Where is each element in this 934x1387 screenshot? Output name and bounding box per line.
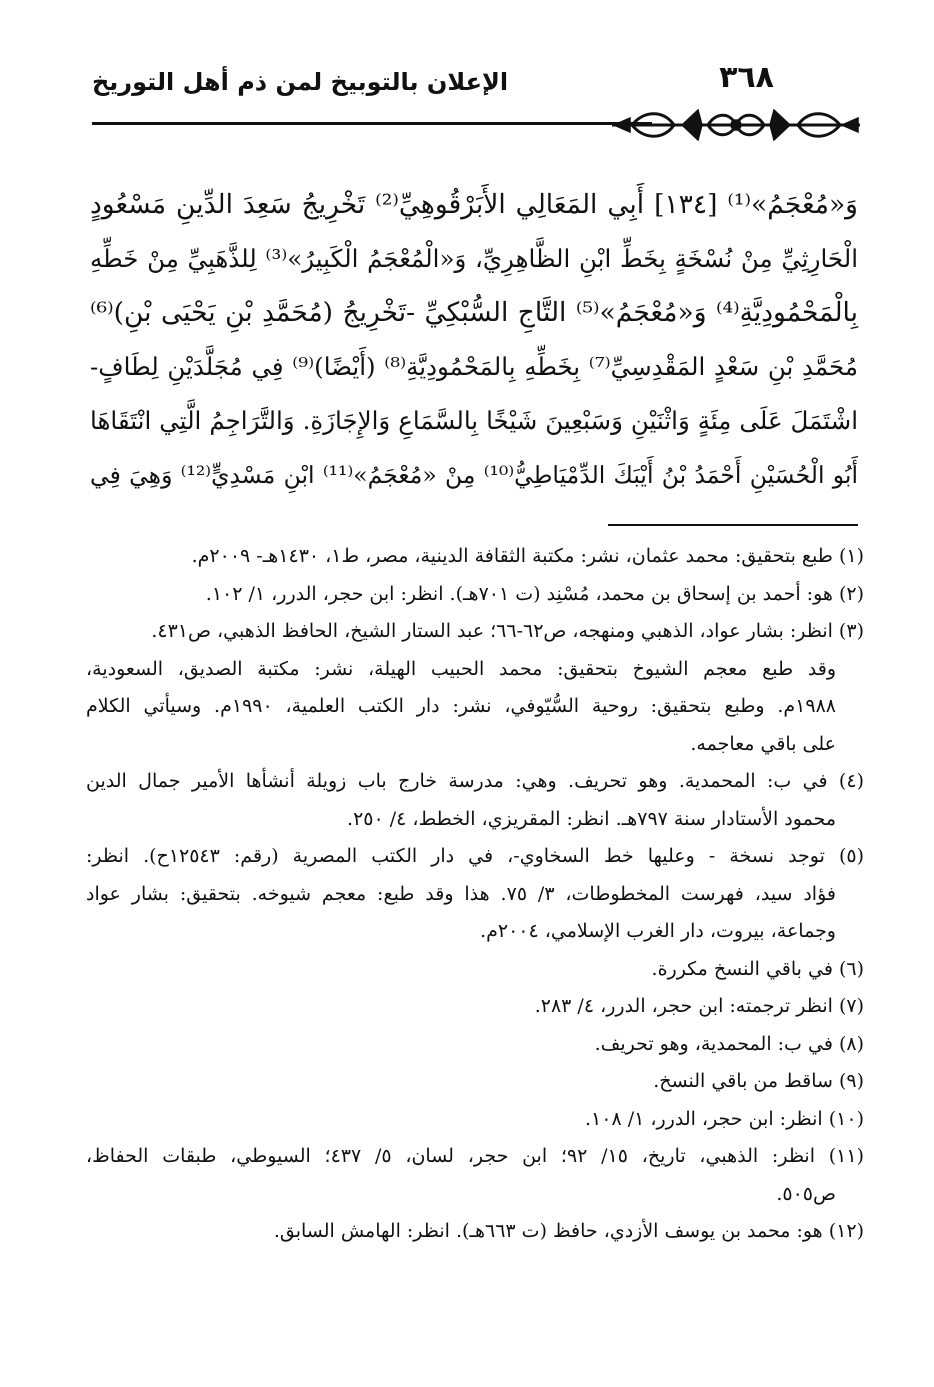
page-header	[92, 56, 774, 104]
footnote-line: وجماعة، بيروت، دار الغرب الإسلامي، ٢٠٠٤م.	[480, 920, 836, 942]
footnote-line: محمود الأستادار سنة ٧٩٧هـ. انظر: المقريزي، الخطط، ٤/ ٢٥٠.	[347, 807, 836, 830]
footnote-12	[86, 1213, 864, 1251]
main-text-line: مُحَمَّدِ بْنِ سَعْدٍ المَقْدِسِيِّ⁽⁷⁾ بِخَطِّهِ بِالمَحْمُودِيَّةِ⁽⁸⁾ (أَيْضًا)⁽⁹⁾ فِي مُجَلَّدَيْنِ لِطَافٍ-	[90, 352, 858, 381]
footnote-6	[86, 951, 864, 989]
main-text-line: وَ«مُعْجَمُ»⁽¹⁾ [١٣٤] أَبِي المَعَالِي الأَبَرْقُوهِيِّ⁽²⁾ تَخْرِيجُ سَعِدَ الدِّينِ مَسْعُودٍ	[90, 189, 858, 220]
main-text-line: اشْتَمَلَ عَلَى مِئَةٍ وَاثْنَيْنِ وَسَبْعِينَ شَيْخًا بِالسَّمَاعِ وَالإِجَازَةِ. وَالتَّرَاجِمُ الَّتِي انْتَقَاهَا	[90, 406, 858, 435]
footnote-line: فؤاد سيد، فهرست المخطوطات، ٣/ ٧٥. هذا وقد طبع: معجم شيوخه. بتحقيق: بشار عواد	[86, 882, 836, 905]
footnote-7	[86, 988, 864, 1026]
footnote-line: على باقي معاجمه.	[690, 732, 836, 755]
footnote-line: وقد طبع معجم الشيوخ بتحقيق: محمد الحبيب الهيلة، نشر: مكتبة الصديق، السعودية،	[86, 657, 836, 680]
footnotes	[86, 538, 864, 1251]
footnote-10	[86, 1101, 864, 1139]
footnote-line: (٢) هو: أحمد بن إسحاق بن محمد، مُسْنِد (ت ٧٠١هـ). انظر: ابن حجر، الدرر، ١/ ١٠٢.	[205, 582, 864, 605]
footnote-separator	[608, 524, 858, 526]
footnote-line: (٣) انظر: بشار عواد، الذهبي ومنهجه، ص٦٢-٦٦؛ عبد الستار الشيخ، الحافظ الذهبي، ص٤٣١.	[151, 620, 864, 642]
footnote-line: (٨) في ب: المحمدية، وهو تحريف.	[594, 1032, 864, 1055]
footnote-line: (١) طبع بتحقيق: محمد عثمان، نشر: مكتبة الثقافة الدينية، مصر، ط١، ١٤٣٠هـ- ٢٠٠٩م.	[191, 545, 864, 567]
header-rule	[92, 122, 652, 125]
footnote-line: (٥) توجد نسخة - وعليها خط السخاوي-، في دار الكتب المصرية (رقم: ١٢٥٤٣ح). انظر:	[86, 845, 864, 867]
ornament-flourish-icon	[612, 104, 860, 146]
page-number: ٣٦٨	[719, 60, 774, 95]
footnote-2	[86, 576, 864, 614]
footnote-line: ١٩٨٨م. وطبع بتحقيق: روحية السُّيّوفي، نشر: دار الكتب العلمية، ١٩٩٠م. وسيأتي الكلام	[86, 695, 836, 717]
main-text-line: الْحَارِثِيِّ مِنْ نُسْخَةٍ بِخَطِّ ابْنِ الظَّاهِرِيِّ، وَ«الْمُعْجَمُ الْكَبِيرُ»⁽³⁾ لِلذَّهَبِيِّ مِنْ خَطِّهِ	[90, 244, 858, 273]
footnote-line: (١٠) انظر: ابن حجر، الدرر، ١/ ١٠٨.	[584, 1107, 864, 1130]
main-text-line: أَبُو الْحُسَيْنِ أَحْمَدُ بْنُ أَيْبَكَ الدِّمْيَاطِيُّ⁽¹⁰⁾ مِنْ «مُعْجَمُ»⁽¹¹⁾ ابْنِ مَسْدِيٍّ⁽¹²⁾ وَهِيَ فِي	[90, 461, 858, 489]
footnote-line: (٦) في باقي النسخ مكررة.	[651, 957, 864, 980]
footnote-line: (٩) ساقط من باقي النسخ.	[653, 1070, 864, 1092]
footnote-11	[86, 1138, 864, 1213]
footnote-1	[86, 538, 864, 576]
main-text-line: بِالْمَحْمُودِيَّةِ⁽⁴⁾ وَ«مُعْجَمُ»⁽⁵⁾ التَّاجِ السُّبْكِيِّ -تَخْرِيجُ (مُحَمَّدِ بْنِ يَحْيَى بْنِ)⁽⁶⁾	[90, 297, 858, 328]
footnote-8	[86, 1026, 864, 1064]
footnote-line: ص٥٠٥.	[776, 1182, 836, 1205]
footnote-5	[86, 838, 864, 951]
running-title: الإعلان بالتوبيخ لمن ذم أهل التوريخ	[92, 68, 509, 96]
footnote-line: (٧) انظر ترجمته: ابن حجر، الدرر، ٤/ ٢٨٣.	[534, 995, 864, 1017]
footnote-3	[86, 613, 864, 763]
footnote-9	[86, 1063, 864, 1101]
footnote-4	[86, 763, 864, 838]
footnote-line: (١٢) هو: محمد بن يوسف الأزدي، حافظ (ت ٦٦٣هـ). انظر: الهامش السابق.	[273, 1220, 864, 1242]
footnote-line: (١١) انظر: الذهبي، تاريخ، ١٥/ ٩٢؛ ابن حجر، لسان، ٥/ ٤٣٧؛ السيوطي، طبقات الحفاظ،	[86, 1145, 864, 1167]
main-text	[90, 178, 858, 502]
footnote-line: (٤) في ب: المحمدية. وهو تحريف. وهي: مدرسة خارج باب زويلة أنشأها الأمير جمال الدين	[86, 770, 864, 792]
